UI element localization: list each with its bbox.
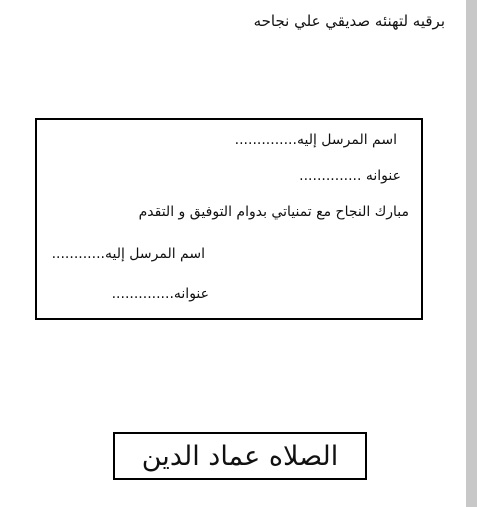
recipient-name-line: اسم المرسل إليه.............. [234, 132, 397, 148]
page-title: برقيه لتهنئه صديقي علي نجاحه [253, 12, 445, 30]
address-line-2: عنوانه.............. [111, 286, 209, 302]
telegram-card [35, 118, 423, 320]
congratulation-message: مبارك النجاح مع تمنياتي بدوام التوفيق و التقدم [138, 204, 409, 220]
recipient-name-line-2: اسم المرسل إليه............ [51, 246, 205, 262]
signature-box: الصلاه عماد الدين [113, 432, 367, 480]
address-line: عنوانه .............. [299, 168, 401, 184]
vertical-scrollbar[interactable] [466, 0, 477, 507]
